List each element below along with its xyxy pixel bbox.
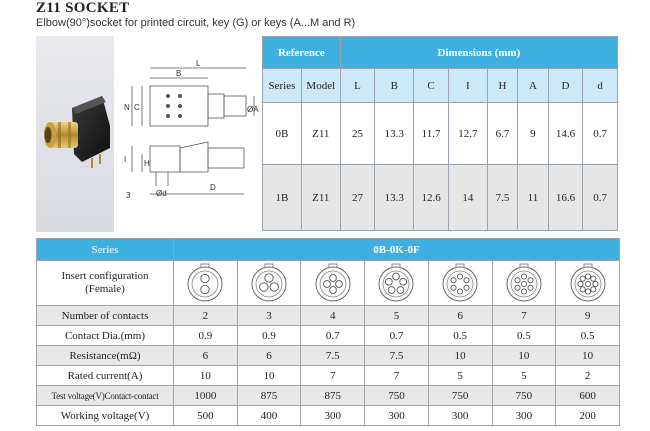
- cell: 27: [340, 165, 375, 231]
- cell: 13.3: [375, 165, 414, 231]
- contact-pin: [464, 285, 469, 290]
- drawing-top-view-plug: [224, 96, 246, 116]
- cell: 5: [365, 306, 429, 326]
- cell: 7.5: [365, 346, 429, 366]
- cell: 12.6: [414, 165, 449, 231]
- spec-label: Resistance(mΩ): [37, 346, 174, 366]
- cell: 7: [301, 366, 365, 386]
- insert-2-pin-icon: [183, 261, 227, 305]
- contact-pin: [265, 274, 273, 282]
- contact-pin: [464, 278, 469, 283]
- dimensions-column-headers: [263, 69, 618, 103]
- col-header-H: H: [487, 69, 517, 103]
- insert-6-pin-icon: [438, 261, 482, 305]
- spec-row-working-voltage: [37, 406, 620, 426]
- cell: 16.6: [548, 165, 583, 231]
- contact-pin: [270, 283, 278, 291]
- cell: 2: [556, 366, 620, 386]
- insert-cell: [301, 261, 365, 306]
- dim-label-B: B: [176, 69, 182, 78]
- cell: 0.7: [583, 165, 618, 231]
- contact-pin: [201, 285, 209, 293]
- insert-9-pin-icon: [566, 261, 610, 305]
- dimensions-table: [262, 36, 618, 231]
- col-header-C: C: [414, 69, 449, 103]
- cell: 6: [237, 346, 301, 366]
- cell: 7: [492, 306, 556, 326]
- contact-pin: [580, 287, 585, 292]
- spec-row-number-of-contacts: [37, 306, 620, 326]
- cell: 13.3: [375, 103, 414, 165]
- cell: 0.7: [583, 103, 618, 165]
- dim-label-N: N: [124, 103, 130, 112]
- cell: 7.5: [301, 346, 365, 366]
- cell: 11.7: [414, 103, 449, 165]
- contact-pin: [580, 276, 585, 281]
- reference-header: Reference: [263, 37, 341, 69]
- cell: 9: [518, 103, 548, 165]
- contact-pin: [528, 285, 533, 290]
- dim-label-3: 3: [126, 191, 131, 200]
- cell: 14.6: [548, 103, 583, 165]
- dimensions-header: Dimensions (mm): [340, 37, 617, 69]
- cell: 200: [556, 406, 620, 426]
- drawing-side-view-nose: [180, 142, 208, 172]
- cell: 750: [365, 386, 429, 406]
- cell: Z11: [301, 165, 340, 231]
- cell: 1B: [263, 165, 302, 231]
- insert-configuration-label-line1: Insert configuration: [61, 270, 149, 282]
- contact-pin: [201, 274, 209, 282]
- col-header-L: L: [340, 69, 375, 103]
- page-subtitle: Elbow(90°)socket for printed circuit, key (G) or keys (A...M and R): [36, 17, 356, 29]
- cell: 300: [365, 406, 429, 426]
- cell: 0.9: [237, 326, 301, 346]
- cell: 875: [301, 386, 365, 406]
- contact-pin: [521, 289, 526, 294]
- spec-row-test-voltage: [37, 386, 620, 406]
- contact-pin: [458, 289, 463, 294]
- spec-row-rated-current: [37, 366, 620, 386]
- cell: 2: [174, 306, 238, 326]
- insert-7-pin-icon: [502, 261, 546, 305]
- contact-pin: [397, 287, 404, 294]
- dim-label-A: ØA: [247, 105, 259, 114]
- cell: 875: [237, 386, 301, 406]
- cell: 400: [237, 406, 301, 426]
- cell: 11: [518, 165, 548, 231]
- insert-cell: [428, 261, 492, 306]
- spec-label: Test voltage(V)Contact-contact: [37, 386, 174, 406]
- cell: 0.7: [301, 326, 365, 346]
- col-header-I: I: [448, 69, 487, 103]
- contact-pin: [260, 283, 268, 291]
- contact-pin: [585, 281, 590, 286]
- spec-label: Working voltage(V): [37, 406, 174, 426]
- dim-label-C: C: [134, 103, 140, 112]
- cell: 750: [428, 386, 492, 406]
- contact-pin: [585, 289, 590, 294]
- dim-label-D: D: [210, 183, 216, 192]
- contact-pin: [578, 281, 583, 286]
- cell: 500: [174, 406, 238, 426]
- cell: 14: [448, 165, 487, 231]
- cell: 600: [556, 386, 620, 406]
- cell: 5: [492, 366, 556, 386]
- cell: 10: [556, 346, 620, 366]
- spec-label: Contact Dia.(mm): [37, 326, 174, 346]
- col-header-D: D: [548, 69, 583, 103]
- dim-label-d: Ød: [156, 189, 167, 198]
- contact-pin: [393, 273, 400, 280]
- cell: 0.5: [556, 326, 620, 346]
- drawing-top-view-nose: [208, 94, 224, 118]
- cell: 0B: [263, 103, 302, 165]
- insert-cell: [174, 261, 238, 306]
- cell: 9: [556, 306, 620, 326]
- contact-pin: [451, 278, 456, 283]
- cell: 0.7: [365, 326, 429, 346]
- insert-configuration-row: [37, 261, 620, 306]
- cell: 25: [340, 103, 375, 165]
- cell: 3: [237, 306, 301, 326]
- cell: 10: [237, 366, 301, 386]
- cell: 0.5: [428, 326, 492, 346]
- cell: 1000: [174, 386, 238, 406]
- spec-row-resistance: [37, 346, 620, 366]
- spec-row-contact-dia: [37, 326, 620, 346]
- insert-4-pin-icon: [311, 261, 355, 305]
- cell: 0.9: [174, 326, 238, 346]
- contact-pin: [323, 281, 330, 288]
- series-value-header: 0B-0K-0F: [174, 239, 620, 261]
- col-header-series: Series: [263, 69, 302, 103]
- cell: 300: [301, 406, 365, 426]
- cell: 300: [492, 406, 556, 426]
- cell: Z11: [301, 103, 340, 165]
- contact-pin: [590, 276, 595, 281]
- col-header-A: A: [518, 69, 548, 103]
- insert-cell: [492, 261, 556, 306]
- cell: 6: [428, 306, 492, 326]
- product-photo: [36, 36, 114, 232]
- insert-configuration-label: [37, 261, 174, 306]
- contact-pin: [515, 278, 520, 283]
- series-header: Series: [37, 239, 174, 261]
- spec-label: Number of contacts: [37, 306, 174, 326]
- cell: 300: [428, 406, 492, 426]
- cell: 10: [174, 366, 238, 386]
- cell: 7: [365, 366, 429, 386]
- insert-cell: [365, 261, 429, 306]
- cell: 750: [492, 386, 556, 406]
- contact-pin: [329, 275, 336, 282]
- spec-label: Rated current(A): [37, 366, 174, 386]
- col-header-d: d: [583, 69, 618, 103]
- specifications-table: [36, 238, 620, 426]
- dim-label-I: I: [124, 155, 127, 164]
- dim-label-L: L: [196, 59, 201, 68]
- insert-cell: [556, 261, 620, 306]
- technical-drawing: [120, 36, 262, 232]
- insert-3-pin-icon: [247, 261, 291, 305]
- dimensions-row-1B: [263, 165, 618, 231]
- cell: 10: [492, 346, 556, 366]
- cell: 6.7: [487, 103, 517, 165]
- cell: 4: [301, 306, 365, 326]
- insert-cell: [237, 261, 301, 306]
- insert-5-pin-icon: [374, 261, 418, 305]
- socket-photo-image: [36, 36, 114, 232]
- page-title: Z11 SOCKET: [36, 0, 130, 16]
- contact-pin: [335, 281, 342, 288]
- col-header-B: B: [375, 69, 414, 103]
- contact-pin: [400, 278, 407, 285]
- cell: 12.7: [448, 103, 487, 165]
- contact-pin: [329, 287, 336, 294]
- contact-pin: [590, 287, 595, 292]
- contact-pin: [386, 278, 393, 285]
- cell: 6: [174, 346, 238, 366]
- contact-pin: [521, 274, 526, 279]
- dimensions-row-0B: [263, 103, 618, 165]
- drawing-side-view-body: [150, 146, 180, 172]
- drawing-side-view-plug: [208, 148, 244, 168]
- col-header-model: Model: [301, 69, 340, 103]
- contact-pin: [451, 285, 456, 290]
- cell: 7.5: [487, 165, 517, 231]
- contact-pin: [528, 278, 533, 283]
- dim-label-H: H: [144, 159, 150, 168]
- contact-pin: [585, 274, 590, 279]
- insert-configuration-label-line2: (Female): [85, 283, 125, 295]
- cell: 5: [428, 366, 492, 386]
- cell: 10: [428, 346, 492, 366]
- contact-pin: [593, 281, 598, 286]
- contact-pin: [515, 285, 520, 290]
- contact-pin: [458, 274, 463, 279]
- cell: 0.5: [492, 326, 556, 346]
- contact-pin: [389, 287, 396, 294]
- contact-pin: [521, 281, 526, 286]
